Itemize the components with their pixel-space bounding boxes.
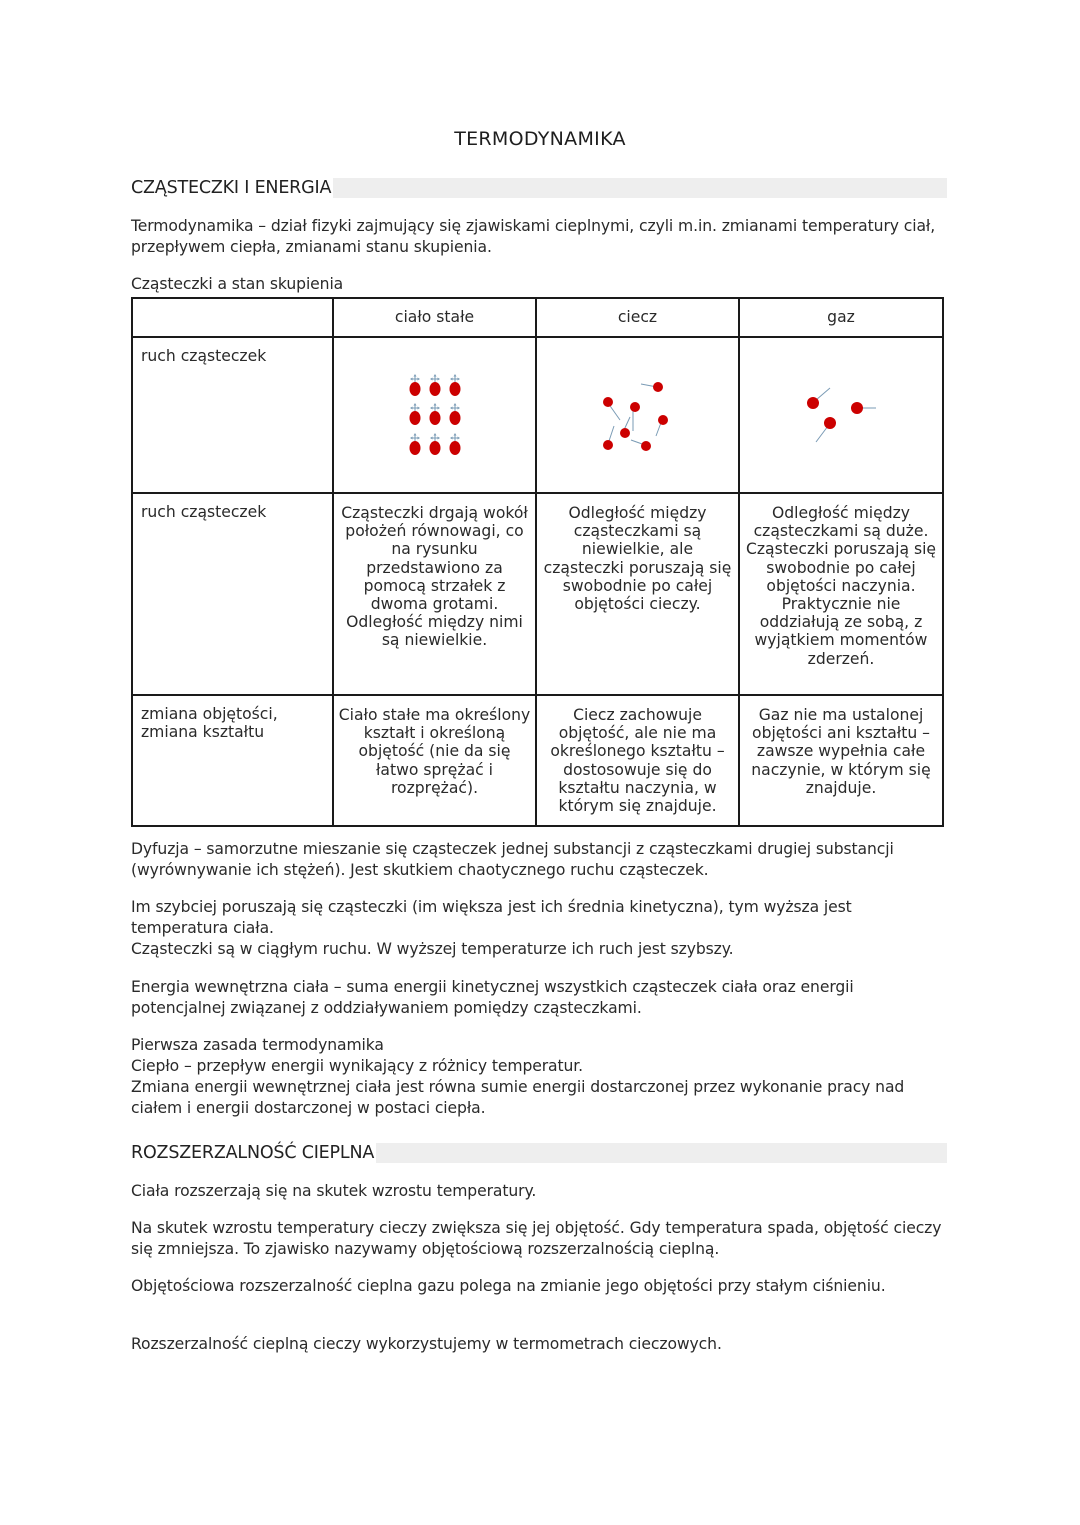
- row-label: ruch cząsteczek: [132, 493, 333, 695]
- section-heading-label: CZĄSTECZKI I ENERGIA: [131, 178, 332, 198]
- table-header-row: [132, 298, 943, 337]
- table-caption: Cząsteczki a stan skupienia: [131, 275, 344, 293]
- liquid-illustration-cell: [536, 337, 739, 493]
- table-cell: Ciało stałe ma określony kształt i określoną objętość (nie da się łatwo sprężać i rozprężać).: [333, 695, 536, 826]
- states-of-matter-table: [131, 297, 944, 827]
- heat-definition: Ciepło – przepływ energii wynikający z różnicy temperatur.: [131, 1057, 584, 1075]
- first-law-title: Pierwsza zasada termodynamika: [131, 1036, 384, 1054]
- table-cell: Ciecz zachowuje objętość, ale nie ma określonego kształtu – dostosowuje się do kształtu naczynia, w którym się znajduje.: [536, 695, 739, 826]
- heading-bar: [333, 178, 947, 198]
- internal-energy-paragraph: Energia wewnętrzna ciała – suma energii kinetycznej wszystkich cząsteczek ciała oraz energii potencjalnej związanej z oddziaływaniem pomiędzy cząsteczkami.: [131, 978, 854, 1017]
- diffusion-paragraph: Dyfuzja – samorzutne mieszanie się cząsteczek jednej substancji z cząsteczkami drugiej substancji (wyrównywanie ich stężeń). Jest skutkiem chaotycznego ruchu cząsteczek.: [131, 840, 894, 879]
- table-row: [132, 337, 943, 493]
- section-heading-expansion: [131, 1143, 947, 1163]
- solid-illustration-cell: [333, 337, 536, 493]
- section-heading-particles: [131, 178, 947, 198]
- gas-particles-icon: [796, 380, 886, 450]
- table-cell: Odległość między cząsteczkami są duże. Cząsteczki poruszają się swobodnie po całej objętości naczynia. Praktycznie nie oddziałują ze sobą, z wyjątkiem momentów zderzeń.: [739, 493, 943, 695]
- liquid-particles-icon: [598, 378, 678, 453]
- definition-paragraph: Termodynamika – dział fizyki zajmujący się zjawiskami cieplnymi, czyli m.in. zmianami temperatury ciał, przepływem ciepła, zmianami stanu skupienia.: [131, 217, 936, 256]
- solid-particles-icon: [405, 370, 465, 460]
- page-title: TERMODYNAMIKA: [454, 128, 626, 150]
- expansion-paragraph-1: Ciała rozszerzają się na skutek wzrostu temperatury.: [131, 1182, 537, 1200]
- expansion-paragraph-2: Na skutek wzrostu temperatury cieczy zwiększa się jej objętość. Gdy temperatura spada, objętość cieczy się zmniejsza. To zjawisko nazywamy objętościową rozszerzalnością cieplną.: [131, 1219, 942, 1258]
- table-header-liquid: ciecz: [536, 298, 739, 337]
- motion-paragraph: Cząsteczki są w ciągłym ruchu. W wyższej temperaturze ich ruch jest szybszy.: [131, 940, 734, 958]
- row-label: zmiana objętości, zmiana kształtu: [132, 695, 333, 826]
- table-cell: Odległość między cząsteczkami są niewielkie, ale cząsteczki poruszają się swobodnie po całej objętości cieczy.: [536, 493, 739, 695]
- table-header-empty: [132, 298, 333, 337]
- row-label: ruch cząsteczek: [132, 337, 333, 493]
- expansion-paragraph-4: Rozszerzalność cieplną cieczy wykorzystujemy w termometrach cieczowych.: [131, 1335, 722, 1353]
- gas-illustration-cell: [739, 337, 943, 493]
- expansion-paragraph-3: Objętościowa rozszerzalność cieplna gazu polega na zmianie jego objętości przy stałym ciśnieniu.: [131, 1277, 886, 1295]
- first-law-text: Zmiana energii wewnętrznej ciała jest równa sumie energii dostarczonej przez wykonanie pracy nad ciałem i energii dostarczonej w postaci ciepła.: [131, 1078, 905, 1117]
- table-header-solid: ciało stałe: [333, 298, 536, 337]
- table-row: [132, 493, 943, 695]
- table-row: [132, 695, 943, 826]
- table-header-gas: gaz: [739, 298, 943, 337]
- speed-paragraph: Im szybciej poruszają się cząsteczki (im większa jest ich średnia kinetyczna), tym wyższa jest temperatura ciała.: [131, 898, 852, 937]
- table-cell: Gaz nie ma ustalonej objętości ani kształtu – zawsze wypełnia całe naczynie, w którym się znajduje.: [739, 695, 943, 826]
- table-cell: Cząsteczki drgają wokół położeń równowagi, co na rysunku przedstawiono za pomocą strzałek z dwoma grotami. Odległość między nimi są niewielkie.: [333, 493, 536, 695]
- heading-bar: [376, 1143, 947, 1163]
- section-heading-label: ROZSZERZALNOŚĆ CIEPLNA: [131, 1143, 375, 1163]
